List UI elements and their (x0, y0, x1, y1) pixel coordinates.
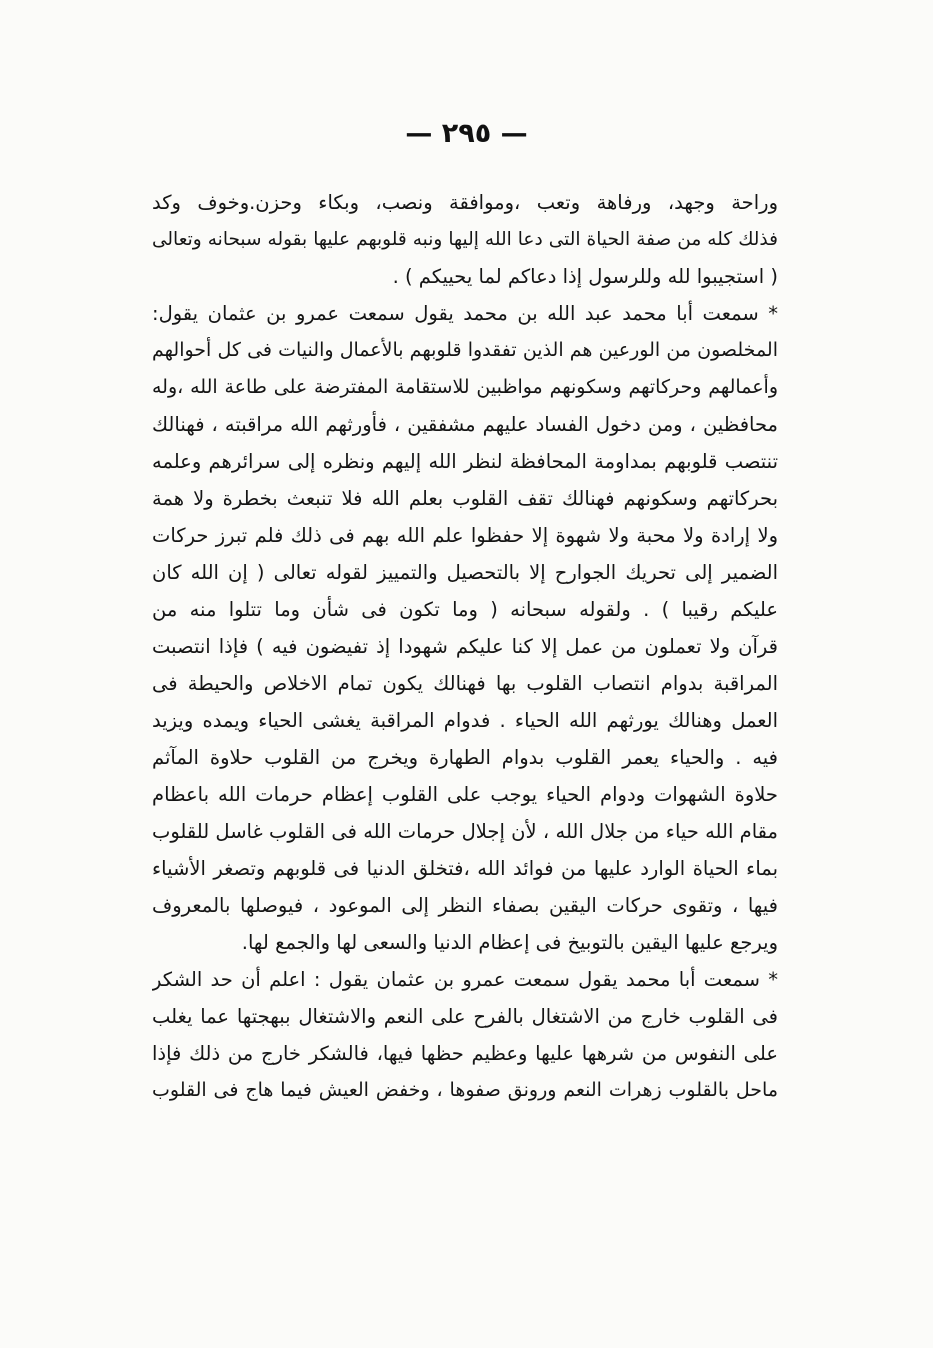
text-line: على النفوس من شرهها عليها وعظيم حظها فيها، فالشكر خارج من ذلك فإذا (152, 1042, 778, 1065)
body-text (152, 184, 778, 1109)
text-line: الضمير إلى تحريك الجوارح إلا بالتحصيل والتمييز لقوله تعالى ( إن الله كان (152, 561, 778, 584)
text-line: حلاوة الشهوات ودوام الحياء يوجب على القلوب إعظام حرمات الله باعظام (152, 783, 778, 806)
text-line: فذلك كله من صفة الحياة التى دعا الله إليها ونبه قلوبهم عليها بقوله سبحانه وتعالى (152, 229, 778, 250)
text-line: ( استجيبوا لله وللرسول إذا دعاكم لما يحييكم ) . (392, 265, 778, 288)
text-line: تنتصب قلوبهم بمداومة المحافظة لنظر الله إليهم ونظره إلى سرائرهم وعلمه (152, 450, 778, 473)
text-line: فيه . والحياء يعمر القلوب بدوام الطهارة ويخرج من القلوب حلاوة المآثم (152, 746, 778, 769)
text-line: بماء الحياة الوارد عليها من فوائد الله ،فتخلق الدنيا فى قلوبهم وتصغر الأشياء (152, 857, 778, 880)
text-line: ماحل بالقلوب زهرات النعم ورونق صفوها ، وخفض العيش فيما هاج فى القلوب (152, 1079, 778, 1101)
text-line: المراقبة بدوام انتصاب القلوب بها فهنالك يكون تمام الاخلاص والحيطة فى (152, 672, 778, 695)
text-line: مقام الله حياء من جلال الله ، لأن إجلال حرمات الله فى القلوب غاسل للقلوب (152, 820, 778, 843)
text-line: فى القلوب خارج من الاشتغال بالفرح على النعم والاشتغال ببهجتها عما يغلب (152, 1005, 778, 1028)
text-line: ولا إرادة ولا محبة ولا شهوة إلا حفظوا علم الله بهم فى ذلك فلم تبرز حركات (152, 524, 778, 547)
text-line: العمل وهنالك يورثهم الله الحياء . فدوام المراقبة يغشى الحياء ويمده ويزيد (152, 709, 778, 732)
text-line: قرآن ولا تعملون من عمل إلا كنا عليكم شهودا إذ تفيضون فيه ) فإذا انتصبت (152, 635, 778, 658)
text-line: وأعمالهم وحركاتهم وسكونهم مواظبين للاستقامة المفترضة على طاعة الله ،وله (152, 376, 778, 398)
text-line: بحركاتهم وسكونهم فهنالك تقف القلوب بعلم الله فلا تنبعث بخطرة ولا همة (152, 487, 778, 510)
page-number: — ٢٩٥ — (405, 118, 528, 149)
text-line: * سمعت أبا محمد يقول سمعت عمرو بن عثمان يقول : اعلم أن حد الشكر (152, 968, 778, 991)
text-line: * سمعت أبا محمد عبد الله بن محمد يقول سمعت عمرو بن عثمان يقول: (152, 302, 778, 325)
text-line: وراحة وجهد، ورفاهة وتعب ،وموافقة ونصب، وبكاء وحزن.وخوف وكد (152, 191, 778, 214)
text-line: فيها ، وتقوى حركات اليقين بصفاء النظر إلى الموعود ، فيوصلها بالمعروف (152, 894, 778, 917)
text-line: محافظين ، ومن دخول الفساد عليهم مشفقين ، فأورثهم الله مراقبته ، فهنالك (152, 413, 778, 436)
text-line: ويرجع عليها اليقين بالتوبيخ فى إعظام الدنيا والسعى لها والجمع لها. (241, 931, 778, 954)
text-line: عليكم رقيبا ) . ولقوله سبحانه ( وما تكون فى شأن وما تتلوا منه من (152, 598, 778, 621)
text-line: المخلصون من الورعين هم الذين تفقدوا قلوبهم بالأعمال والنيات فى كل أحوالهم (152, 339, 778, 361)
